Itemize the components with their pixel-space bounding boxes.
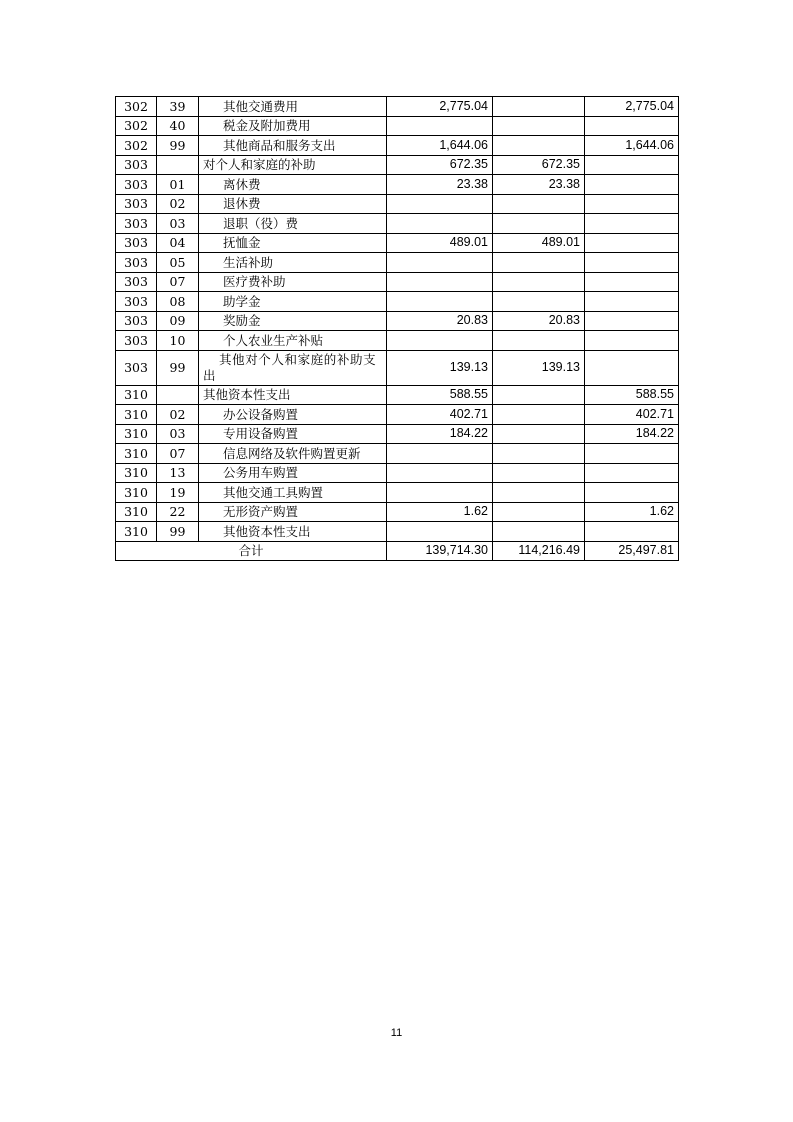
- item-name-text: 其他对个人和家庭的补助支出: [203, 351, 377, 383]
- basic-expense-cell: [493, 214, 585, 234]
- item-code-cell: 07: [157, 444, 199, 464]
- item-code-cell: 39: [157, 97, 199, 117]
- item-name-cell: 生活补助: [199, 253, 387, 273]
- item-code-cell: 22: [157, 502, 199, 522]
- table-row: [116, 444, 679, 464]
- basic-expense-cell: [493, 253, 585, 273]
- project-expense-cell: [585, 175, 679, 195]
- basic-expense-cell: [493, 136, 585, 156]
- project-expense-cell: 1.62: [585, 502, 679, 522]
- total-amount-cell: 588.55: [387, 385, 493, 405]
- total-amount-cell: [387, 331, 493, 351]
- item-code-cell: 19: [157, 483, 199, 503]
- class-code-cell: 302: [116, 136, 157, 156]
- item-name-cell: 医疗费补助: [199, 272, 387, 292]
- class-code-cell: 303: [116, 350, 157, 385]
- class-code-cell: 303: [116, 194, 157, 214]
- item-code-cell: 03: [157, 214, 199, 234]
- item-code-cell: 99: [157, 350, 199, 385]
- project-expense-cell: [585, 194, 679, 214]
- project-expense-cell: 184.22: [585, 424, 679, 444]
- item-name-cell: 退职（役）费: [199, 214, 387, 234]
- table-row: [116, 311, 679, 331]
- page-number: 11: [390, 1027, 403, 1039]
- project-expense-cell: [585, 350, 679, 385]
- class-code-cell: 302: [116, 116, 157, 136]
- table-row: [116, 136, 679, 156]
- basic-expense-cell: [493, 272, 585, 292]
- basic-expense-cell: [493, 292, 585, 312]
- project-expense-cell: [585, 331, 679, 351]
- item-name-cell: 税金及附加费用: [199, 116, 387, 136]
- total-amount-cell: [387, 444, 493, 464]
- class-code-cell: 310: [116, 522, 157, 542]
- item-code-cell: 40: [157, 116, 199, 136]
- item-name-cell: 助学金: [199, 292, 387, 312]
- table-row: [116, 463, 679, 483]
- total-amount-cell: [387, 483, 493, 503]
- basic-expense-cell: [493, 522, 585, 542]
- total-amount-cell: [387, 253, 493, 273]
- item-code-cell: [157, 155, 199, 175]
- item-name-cell: 其他资本性支出: [199, 385, 387, 405]
- total-amount-cell: 20.83: [387, 311, 493, 331]
- total-basic: 114,216.49: [493, 541, 585, 561]
- item-name-cell: 对个人和家庭的补助: [199, 155, 387, 175]
- basic-expense-cell: [493, 116, 585, 136]
- basic-expense-cell: [493, 444, 585, 464]
- project-expense-cell: [585, 292, 679, 312]
- project-expense-cell: [585, 272, 679, 292]
- budget-table: [115, 96, 679, 561]
- class-code-cell: 310: [116, 463, 157, 483]
- table-row: [116, 194, 679, 214]
- class-code-cell: 303: [116, 233, 157, 253]
- basic-expense-cell: 20.83: [493, 311, 585, 331]
- class-code-cell: 310: [116, 502, 157, 522]
- basic-expense-cell: 672.35: [493, 155, 585, 175]
- total-amount-cell: 184.22: [387, 424, 493, 444]
- basic-expense-cell: 139.13: [493, 350, 585, 385]
- class-code-cell: 303: [116, 175, 157, 195]
- item-name-cell: 无形资产购置: [199, 502, 387, 522]
- item-code-cell: 04: [157, 233, 199, 253]
- item-name-cell: 退休费: [199, 194, 387, 214]
- class-code-cell: 303: [116, 155, 157, 175]
- class-code-cell: 303: [116, 292, 157, 312]
- basic-expense-cell: 23.38: [493, 175, 585, 195]
- item-code-cell: 10: [157, 331, 199, 351]
- item-name-cell: 办公设备购置: [199, 405, 387, 425]
- item-code-cell: 05: [157, 253, 199, 273]
- class-code-cell: 303: [116, 253, 157, 273]
- table-row: [116, 424, 679, 444]
- item-code-cell: 02: [157, 405, 199, 425]
- item-code-cell: 99: [157, 136, 199, 156]
- total-amount-cell: [387, 194, 493, 214]
- basic-expense-cell: [493, 385, 585, 405]
- basic-expense-cell: [493, 97, 585, 117]
- table-row: [116, 522, 679, 542]
- class-code-cell: 303: [116, 214, 157, 234]
- total-project: 25,497.81: [585, 541, 679, 561]
- project-expense-cell: 1,644.06: [585, 136, 679, 156]
- total-amount: 139,714.30: [387, 541, 493, 561]
- project-expense-cell: 588.55: [585, 385, 679, 405]
- class-code-cell: 303: [116, 272, 157, 292]
- total-amount-cell: 1.62: [387, 502, 493, 522]
- item-code-cell: 02: [157, 194, 199, 214]
- table-row: [116, 155, 679, 175]
- total-amount-cell: 23.38: [387, 175, 493, 195]
- total-amount-cell: 2,775.04: [387, 97, 493, 117]
- total-amount-cell: 1,644.06: [387, 136, 493, 156]
- table-row: [116, 385, 679, 405]
- table-row: [116, 405, 679, 425]
- project-expense-cell: [585, 311, 679, 331]
- item-name-cell: 信息网络及软件购置更新: [199, 444, 387, 464]
- total-amount-cell: [387, 522, 493, 542]
- project-expense-cell: [585, 214, 679, 234]
- item-name-cell: 个人农业生产补贴: [199, 331, 387, 351]
- class-code-cell: 310: [116, 424, 157, 444]
- item-code-cell: 03: [157, 424, 199, 444]
- total-amount-cell: [387, 272, 493, 292]
- item-name-cell: [199, 350, 387, 385]
- item-code-cell: 09: [157, 311, 199, 331]
- item-name-cell: 其他交通费用: [199, 97, 387, 117]
- basic-expense-cell: [493, 331, 585, 351]
- total-amount-cell: [387, 214, 493, 234]
- project-expense-cell: [585, 444, 679, 464]
- item-name-cell: 奖励金: [199, 311, 387, 331]
- total-amount-cell: [387, 463, 493, 483]
- table-row: [116, 272, 679, 292]
- total-amount-cell: 672.35: [387, 155, 493, 175]
- basic-expense-cell: [493, 502, 585, 522]
- item-code-cell: 13: [157, 463, 199, 483]
- class-code-cell: 310: [116, 483, 157, 503]
- table-row: [116, 175, 679, 195]
- item-code-cell: 99: [157, 522, 199, 542]
- basic-expense-cell: [493, 424, 585, 444]
- table-row: [116, 97, 679, 117]
- table-row: [116, 350, 679, 385]
- item-code-cell: [157, 385, 199, 405]
- project-expense-cell: [585, 253, 679, 273]
- total-amount-cell: 402.71: [387, 405, 493, 425]
- item-name-cell: 其他商品和服务支出: [199, 136, 387, 156]
- table-row: [116, 233, 679, 253]
- total-amount-cell: 139.13: [387, 350, 493, 385]
- table-row: [116, 116, 679, 136]
- total-amount-cell: [387, 292, 493, 312]
- class-code-cell: 302: [116, 97, 157, 117]
- total-amount-cell: [387, 116, 493, 136]
- basic-expense-cell: [493, 194, 585, 214]
- basic-expense-cell: [493, 463, 585, 483]
- project-expense-cell: 402.71: [585, 405, 679, 425]
- total-label: 合计: [116, 541, 387, 561]
- item-name-cell: 其他资本性支出: [199, 522, 387, 542]
- table-row: [116, 483, 679, 503]
- table-row: [116, 253, 679, 273]
- total-row: [116, 541, 679, 561]
- table-row: [116, 331, 679, 351]
- basic-expense-cell: 489.01: [493, 233, 585, 253]
- project-expense-cell: [585, 463, 679, 483]
- item-name-cell: 离休费: [199, 175, 387, 195]
- project-expense-cell: [585, 522, 679, 542]
- item-code-cell: 08: [157, 292, 199, 312]
- project-expense-cell: [585, 116, 679, 136]
- class-code-cell: 303: [116, 311, 157, 331]
- item-code-cell: 01: [157, 175, 199, 195]
- project-expense-cell: [585, 483, 679, 503]
- class-code-cell: 310: [116, 385, 157, 405]
- item-name-cell: 公务用车购置: [199, 463, 387, 483]
- total-amount-cell: 489.01: [387, 233, 493, 253]
- class-code-cell: 310: [116, 405, 157, 425]
- table-row: [116, 214, 679, 234]
- item-code-cell: 07: [157, 272, 199, 292]
- table-row: [116, 502, 679, 522]
- item-name-cell: 专用设备购置: [199, 424, 387, 444]
- basic-expense-cell: [493, 483, 585, 503]
- basic-expense-cell: [493, 405, 585, 425]
- item-name-cell: 其他交通工具购置: [199, 483, 387, 503]
- project-expense-cell: [585, 155, 679, 175]
- class-code-cell: 303: [116, 331, 157, 351]
- budget-table-body: [116, 97, 679, 542]
- item-name-cell: 抚恤金: [199, 233, 387, 253]
- project-expense-cell: 2,775.04: [585, 97, 679, 117]
- class-code-cell: 310: [116, 444, 157, 464]
- project-expense-cell: [585, 233, 679, 253]
- table-row: [116, 292, 679, 312]
